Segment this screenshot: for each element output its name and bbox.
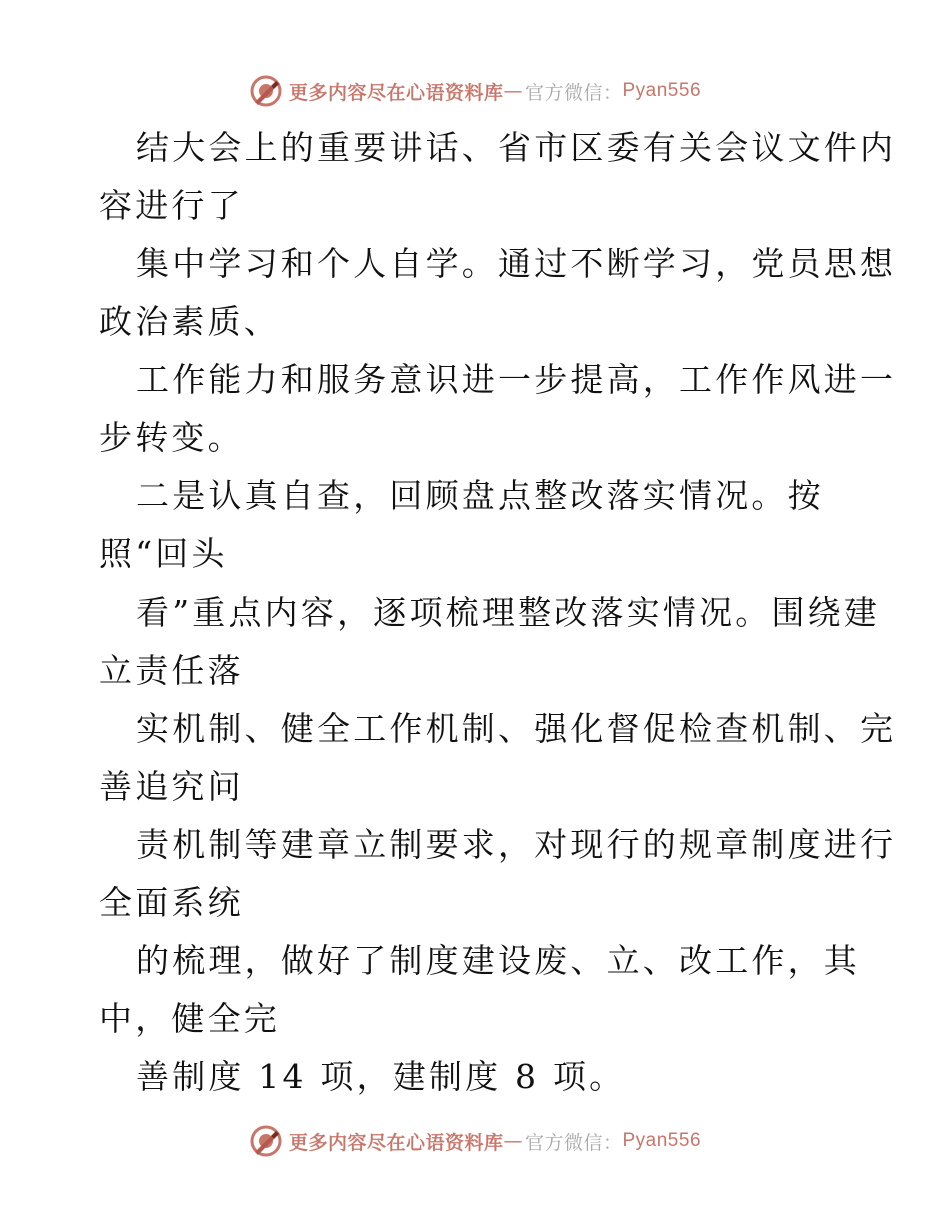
text-line: 容进行了 (99, 186, 244, 225)
text-line: 二是认真自查，回顾盘点整改落实情况。按 (136, 476, 824, 515)
watermark-wechat-id: Pyan556 (622, 80, 702, 101)
text-line: 工作能力和服务意识进一步提高，工作作风进一 (136, 360, 897, 399)
text-line: 全面系统 (99, 883, 244, 922)
text-line: 责机制等建章立制要求，对现行的规章制度进行 (136, 825, 897, 864)
watermark-wechat-id: Pyan556 (622, 1130, 702, 1151)
text-line: 步转变。 (99, 418, 244, 457)
text-line: 善制度 14 项，建制度 8 项。 (136, 1057, 626, 1096)
text-line: 照“回头 (99, 534, 228, 573)
text-line: 政治素质、 (99, 302, 280, 341)
text-line: 实机制、健全工作机制、强化督促检查机制、完 (136, 709, 897, 748)
text-line: 看”重点内容，逐项梳理整改落实情况。围绕建 (136, 593, 881, 632)
watermark-official: 官方微信： (524, 81, 623, 104)
text-line: 集中学习和个人自学。通过不断学习，党员思想 (136, 244, 897, 283)
watermark-official: 官方微信： (524, 1131, 623, 1154)
watermark-dash: — (503, 1130, 523, 1152)
pen-logo-icon (249, 1124, 283, 1158)
text-line: 善追究问 (99, 767, 244, 806)
watermark-brand: 更多内容尽在心语资料库 (288, 1131, 504, 1154)
text-line: 中，健全完 (99, 999, 280, 1038)
text-line: 的梳理，做好了制度建设废、立、改工作，其 (136, 941, 860, 980)
watermark-dash: — (503, 80, 523, 102)
footer-watermark (0, 1121, 950, 1161)
text-line: 立责任落 (99, 651, 244, 690)
watermark-brand: 更多内容尽在心语资料库 (288, 81, 504, 104)
text-line: 结大会上的重要讲话、省市区委有关会议文件内 (136, 128, 897, 167)
